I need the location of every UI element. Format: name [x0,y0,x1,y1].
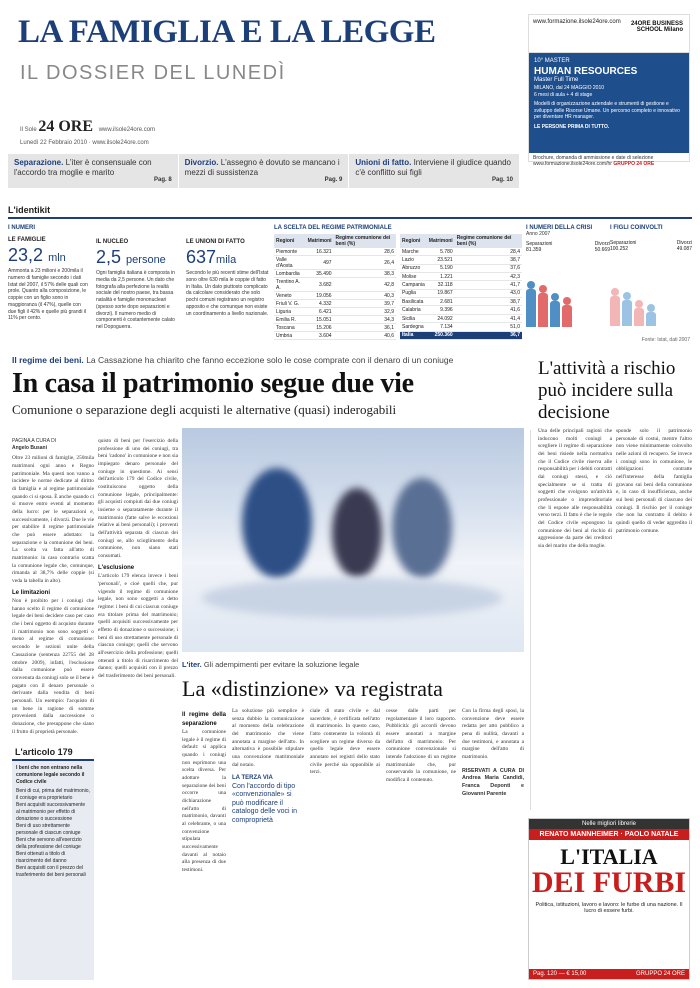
book-authors: RENATO MANNHEIMER · PAOLO NATALE [529,829,689,840]
figli-coinvolti: I FIGLI COINVOLTI Separazioni 100.252 Divorzi 49.087 [610,225,692,326]
person-figure [538,285,548,327]
side-article-title: L'attività a rischio può incidere sulla decisione [538,358,676,423]
master-ad[interactable] [528,14,690,167]
reg-headline: La «distinzione» va registrata [182,676,443,701]
logo-site[interactable]: www.ilsole24ore.com [98,127,156,133]
table-row: Valle d'Aosta 497 26,4 [276,256,394,269]
table-row: Molise 1.221 42,3 [402,273,520,280]
famiglie-value: 23,2 mln [8,245,66,265]
table-row: Campania 32.118 41,7 [402,282,520,289]
book-subtitle: Politica, istituzioni, lavoro e lavoro: le furbe di una nazione. Il lucro di essere furbi. [535,902,683,914]
table-row: Lazio 23.521 38,7 [402,257,520,263]
ad-format: Master Full Time [534,77,579,83]
box-item: Beni ottenuti a titolo di risarcimento del danno [16,851,67,864]
ad-sponsor: GRUPPO 24 ORE [613,161,655,167]
numeri-crisi: I NUMERI DELLA CRISI Anno 2007 Separazioni 81.359 Divorzi 50.669 [526,225,610,327]
table-row: Puglia 19.867 43,0 [402,290,520,297]
business-school-name: 24ORE BUSINESS SCHOOL Milano [630,21,683,33]
reg-column-3: ciale di stato civile e dal sacerdote, è certificata nell'atto di matrimonio. In questo caso, l'atto contenente la volontà di scegliere un regime diverso da quello legale deve essere annotato nei registri dello stato civile perché sia opponibile ai terzi. [310,708,380,776]
person-figure [550,293,560,327]
teaser-separazione[interactable]: Separazione. L'iter è consensuale con l'accordo tra moglie e marito Pag. 8 [8,154,179,188]
table-row: Calabria 9.396 41,6 [402,307,520,314]
table-row: Marche 5.780 28,4 [402,248,520,255]
credits: RISERVATI A CURA DI Andrea Maria Candidi, Franca Deponti e Giovanni Parente [462,767,524,797]
person-figure [610,288,620,326]
person-figure [622,292,632,326]
side-column-1: Una delle principali ragioni che inducono molti coniugi a scegliere il regime di separazione dei beni risiede nella normativa che il Codice civile riserva alle responsabilità per i debiti contratti dai coniugi stessi, e ciò specialmente se si tratta di soggetti che svolgono un'attività professionale o imprenditoriale che li espone alle responsabilità verso terzi. Il fatto è che le regole del Codice civile espongono la comunione dei beni al rischio di aggressione da parte dei creditori sia del marito che della moglie. [538,428,612,550]
ad-header [529,15,689,53]
book-ad-top: Nelle migliori librerie [529,819,689,829]
box-item: Beni acquisiti successivamente al matrimonio per effetto di donazione o successione [16,802,86,822]
table-total-row: Italia 250.360 36,7 [402,332,520,339]
teaser-page: Pag. 9 [324,176,343,183]
ad-edition: 10° MASTER [534,58,570,64]
unioni-value: 637mila [186,247,237,267]
table-row: Toscana 15.206 36,1 [276,324,394,331]
identikit-infographic [8,205,692,350]
book-title-1: L'ITALIA [560,844,658,869]
box-item: Beni che servono all'esercizio della professione del coniuge [16,837,82,850]
box-item: Beni di uso strettamente personale di ciascun coniuge [16,823,81,836]
identikit-title: L'identikit [8,205,692,219]
teaser-page: Pag. 10 [492,176,514,183]
person-figure [634,300,644,326]
ad-dates: MILANO, dal 24 MAGGIO 2010 6 mesi di aula + 4 di stage [534,85,605,98]
teaser-page: Pag. 8 [153,176,172,183]
table-row: Basilicata 2.681 38,7 [402,298,520,305]
article-column-1: PAGINA A CURA DI Angelo Busani Oltre 23 milioni di famiglie, 250mila matrimoni ogni anno e Regno patrimoniale. Ma questi non vanno a incidere le norme dedicate al diritto di famiglia e al regime patrimoniale quando ci si sposa. È anche quando ci si muove entro eventi al momento della lucro: per le separazioni e, successivamente, i divorzi. Due le vie per stabilire il regime patrimoniale che può essere adottato: la separazione e la comunione dei beni. La scelta va fatta all'atto di matrimonio: in caso contrario scatta la comunione legale che, comunque, rimanda al 38,7% delle coppie (si veda la tabella in alto). Le limitazioni Non è proibito per i coniugi che hanno scelto il regime di comunione legale dei beni decidere caso per caso che i beni oggetto di acquisto durante il matrimonio non sono soggetti o meno al regime di comunione: secondo le sezioni unite della Cassazione (sentenza 22755 del 28 ottobre 2009), infatti, l'esclusione dalla comunione può essere convenuta da coniugi solo se il bene è pagato con il denaro personale o derivante dalla vendita di beni personali. Un esempio: l'acquisto di un bene in ragione di somme provenienti dalla successione o donazione, che presuppone che siano il frutto di proprietà personale. [12,438,94,735]
article-179-box [12,745,94,980]
people-illustration [526,267,610,327]
person-figure [646,304,656,326]
article-headline: In casa il patrimonio segue due vie [12,368,414,399]
article-author: Angelo Busani [12,445,48,452]
reg-column-1: Il regime della separazione La comunione legale è il regime di default: si applica quando i coniugi non esprimono una scelta diversa. Per adottare la separazione dei beni occorre una dichiarazione nell'atto di matrimonio, davanti al celebrante, o una convenzione stipulata successivamente davanti al notaio alla presenza di due testimoni. [182,712,226,874]
box-title: L'articolo 179 [12,745,94,761]
terza-via-box: LA TERZA VIA Con l'accordo di tipo «convenzionale» si può modificare il catalogo delle voci in comproprietà [232,775,297,824]
source-note: Fonte: Istat, dati 2007 [641,337,690,343]
logo-text: 24 ORE [38,118,94,135]
table-row: Friuli V. G. 4.332 39,7 [276,300,394,307]
logo-prefix: Il Sole [20,127,37,133]
regime-table-right: Regioni Matrimoni Regime comunione dei beni (%) Marche 5.780 28,4 Lazio 23.521 38,7 Abruzzo 5.190 37,6 Molise 1.221 42,3 Campania 32.118 41,7 Puglia 19.867 43,0 Basilicata 2.681 38,7 Calabria 9.396 41,6 Sicilia 24.092 41,4 Sardegna 7.134 51,0 Italia 250.360 36,7 [402,235,520,339]
numeri-nucleo: IL NUCLEO 2,5 persone Ogni famiglia italiana è composta in media da 2,5 persone. Un dato che fotografa alla perfezione la realtà sociale del nostro paese, tra bassa natalità e famiglie mononucleari (spesso sorte dopo separazioni e divorzi). Il numero medio di componenti è costantemente calato nel Dopoguerra. [96,225,182,331]
person-figure [526,281,536,327]
regime-table: LA SCELTA DEL REGIME PATRIMONIALE Regioni Matrimoni Regime comunione dei beni (%) Piemonte 16.321 28,6 Valle d'Aosta 497 26,4 Lombardia 35.490 38,3 Trentino A. A. 3.682 42,8 Veneto 19.056 40,3 Friuli V. G. 4.332 39,7 Liguria 6.421 32,9 Emilia R. 15.051 34,3 Toscana 15.206 36,1 Umbria 3.604 40,6 Regioni Matrimoni Regime comunione dei beni (%) Marche 5.780 28,4 Lazio 23.521 38,7 Abruzzo 5.190 37,6 Molise 1.221 42,3 Campania 32.118 41,7 Puglia 19.867 43,0 Basilicata 2.681 38,7 Calabria 9.396 41,6 Sicilia 24.092 41,4 Sardegna 7.134 51,0 Italia 250.360 36,7 [274,225,520,339]
table-row: Veneto 19.056 40,3 [276,292,394,299]
date-line: Lunedì 22 Febbraio 2010 · www.ilsole24ore.com [20,140,149,146]
book-publisher: GRUPPO 24 ORE [635,971,685,977]
ad-title: HUMAN RESOURCES [534,66,638,77]
table-row: Sardegna 7.134 51,0 [402,323,520,330]
section-title: LA FAMIGLIA E LA LEGGE [18,14,436,50]
table-row: Emilia R. 15.051 34,3 [276,316,394,323]
numeri-unioni: LE UNIONI DI FATTO 637mila Secondo le più recenti stime dell'Istat sono oltre 630 mila le coppie di fatto in Italia. Un dato piuttosto complicato da calcolare considerato che solo pochi comuni registrano un registro apposito e che comunque non esiste un coordinamento a livello nazionale. [186,239,269,317]
article-deck: Comunione o separazione degli acquisti le alternative (quasi) inderogabili [12,402,397,417]
box-item: Beni di cui, prima del matrimonio, il coniuge era proprietario [16,788,90,801]
ad-slogan: LE PERSONE PRIMA DI TUTTO. [534,123,610,130]
ad-url[interactable]: www.formazione.ilsole24ore.com [533,19,621,25]
section-subtitle: IL DOSSIER DEL LUNEDÌ [20,62,286,84]
table-row: Trentino A. A. 3.682 42,8 [276,278,394,291]
reg-kicker: L'iter. Gli adempimenti per evitare la soluzione legale [182,660,360,669]
teaser-unioni[interactable]: Unioni di fatto. Interviene il giudice quando c'è conflitto sui figli Pag. 10 [349,154,520,188]
article-photo [182,428,524,652]
table-row: Sicilia 24.092 41,4 [402,315,520,322]
book-price-bar [529,969,689,979]
article-column-2: quisto di beni per l'esercizio della professione di uno dei coniugi, tra beni 'cadono' in comunione e non sia impiegato denaro personale del coniuge in questione. Ai sensi dell'articolo 179 del Codice civile, costituiscono oggetto della comunione legale, principalmente: gli acquisti compiuti dai due coniugi insieme o separatamente durante il matrimonio (fatte salve le eccezioni relative ai beni personali); i proventi dell'attività separata di ciascun dei coniugi se, allo scioglimento della comunione, non siano stati consumati. L'esclusione L'articolo 179 elenca invece i beni 'personali', e cioè quelli che, pur vigendo il regime di comunione legale, non sono soggetti a detto regime: i beni di cui ciascun coniuge era titolare prima del matrimonio; quelli acquisiti successivamente per effetto di donazione o successione; i beni di uso strettamente personale di ciascun coniuge; quelli che servono all'esercizio della professione; quelli ottenuti a titolo di risarcimento del danno; quelli acquisiti con il prezzo del trasferimento dei beni personali. [98,438,178,679]
box-body: I beni che non entrano nella comunione legale secondo il Codice civile Beni di cui, prima del matrimonio, il coniuge era proprietario Beni acquisiti successivamente al matrimonio per effetto di donazione o successione Beni di uso strettamente personale di ciascun coniuge Beni che servono all'esercizio della professione del coniuge Beni ottenuti a titolo di risarcimento del danno Beni acquisiti con il prezzo del trasferimento dei beni personali [16,765,90,878]
reg-column-4: cesse dalle parti per regolamentare il loro rapporto. Pubblicità: gli accordi devono essere annotati a margine dell'atto di matrimonio. Per comunione convenzionale si intende l'adozione di un regime matrimoniale che, pur conservando la comunione, ne modifica il contenuto. [386,708,456,784]
ad-body [529,53,689,153]
book-ad[interactable] [528,818,690,980]
table-row: Liguria 6.421 32,9 [276,308,394,315]
article-kicker: Il regime dei beni. La Cassazione ha chiarito che fanno eccezione solo le cose comprate con il denaro di un coniuge [12,355,454,365]
numeri-famiglie: I NUMERI LE FAMIGLIE 23,2 mln Ammonta a 23 milioni e 200mila il numero di famiglie secondo i dati Istat del 2007, il 57% delle quali con prole. Quanto alla composizione, le coppie con un figlio sono in maggioranza (il 47%), quelle con due figli il 42% e quelle più grandi il 11% per cento. [8,225,90,322]
ad-footer: Brochure, domanda di ammissione e date di selezione www.formazione.ilsole24ore.com/hr GRUPPO 24 ORE [533,155,655,167]
table-row: Piemonte 16.321 28,6 [276,248,394,255]
table-row: Abruzzo 5.190 37,6 [402,265,520,272]
person-figure [562,297,572,327]
box-item: Beni acquisiti con il prezzo del trasferimento dei beni personali [16,865,86,878]
teaser-bar [8,154,520,188]
reg-column-5: Con la firma degli sposi, la convenzione deve essere redatta per atto pubblico a pena di nullità, davanti a due testimoni, e annotata a margine dell'atto di matrimonio. RISERVATI A CURA DI Andrea Maria Candidi, Franca Deponti e Giovanni Parente [462,708,524,797]
regime-table-left: Regioni Matrimoni Regime comunione dei beni (%) Piemonte 16.321 28,6 Valle d'Aosta 497 26,4 Lombardia 35.490 38,3 Trentino A. A. 3.682 42,8 Veneto 19.056 40,3 Friuli V. G. 4.332 39,7 Liguria 6.421 32,9 Emilia R. 15.051 34,3 Toscana 15.206 36,1 Umbria 3.604 40,6 [276,235,394,339]
nucleo-value: 2,5 persone [96,247,166,267]
children-illustration [610,266,692,326]
book-title-2: DEI FURBI [531,866,687,899]
side-column-2: sponde solo il patrimonio personale di costui, mentre l'altro non viene minimamente coinvolto nelle azioni di recupero. Se invece i coniugi sono in comunione, le obbligazioni contratte nell'interesse della famiglia gravano sui beni della comunione e, in caso di insufficienza, anche sui beni personali di ciascuno dei coniugi. Il rischio per il coniuge che non ha contratto il debito è quindi quello di veder aggredito il patrimonio comune. [616,428,692,534]
ad-description: Modelli di organizzazione aziendale e strumenti di gestione e sviluppo delle Risorse Umane. Un percorso completo e innovativo per diventare HR manager. [534,101,680,120]
table-row: Lombardia 35.490 38,3 [276,270,394,277]
book-price: Pag. 120 — € 15,00 [533,971,587,977]
table-row: Umbria 3.604 40,6 [276,332,394,339]
reg-column-2: La soluzione più semplice è senza dubbio la comunicazione al momento della celebrazione del matrimonio che viene annotata a margine dell'atto. In alternativa è possibile stipulare una convenzione matrimoniale dal notaio. [232,708,304,768]
publisher-logo[interactable] [20,118,155,136]
column-divider [530,430,531,810]
teaser-divorzio[interactable]: Divorzio. L'assegno è dovuto se mancano i mezzi di sussistenza Pag. 9 [179,154,350,188]
